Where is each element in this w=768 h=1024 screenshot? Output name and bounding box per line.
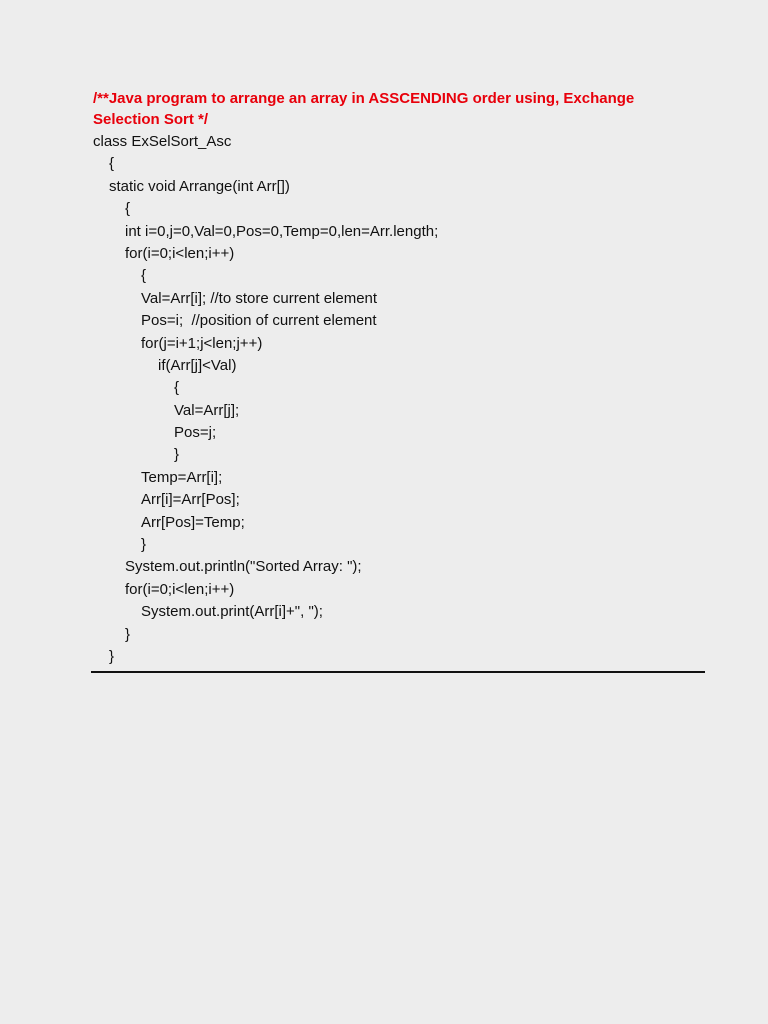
code-line: System.out.println("Sorted Array: "); — [125, 558, 362, 576]
code-line: Temp=Arr[i]; — [141, 468, 223, 486]
code-line: { — [109, 155, 115, 173]
code-line: for(i=0;i<len;i++) — [125, 244, 235, 262]
code-line: Val=Arr[j]; — [174, 401, 240, 419]
code-line: } — [174, 446, 180, 464]
code-line: Arr[i]=Arr[Pos]; — [141, 491, 240, 509]
code-line: for(j=i+1;j<len;j++) — [141, 334, 263, 352]
code-line: Pos=i; //position of current element — [141, 312, 377, 330]
code-line: int i=0,j=0,Val=0,Pos=0,Temp=0,len=Arr.length; — [125, 222, 439, 240]
code-block — [93, 131, 704, 668]
code-line: if(Arr[j]<Val) — [158, 356, 237, 374]
code-line: { — [141, 267, 147, 285]
horizontal-rule-divider — [91, 671, 705, 673]
code-line: { — [174, 379, 180, 397]
code-line: class ExSelSort_Asc — [93, 133, 232, 150]
title-line-1: /**Java program to arrange an array in ASSCENDING order using, Exchange — [93, 90, 635, 107]
program-title-comment — [93, 88, 704, 130]
code-line: { — [125, 200, 131, 218]
code-line: for(i=0;i<len;i++) — [125, 580, 235, 598]
code-line: Arr[Pos]=Temp; — [141, 513, 245, 531]
code-line: } — [125, 625, 131, 643]
code-line: Val=Arr[i]; //to store current element — [141, 289, 378, 307]
code-line: System.out.print(Arr[i]+", "); — [141, 603, 323, 621]
code-line: static void Arrange(int Arr[]) — [109, 177, 290, 195]
code-line: Pos=j; — [174, 424, 217, 442]
document-content — [93, 88, 704, 668]
title-line-2: Selection Sort */ — [93, 111, 209, 128]
code-line: } — [109, 647, 115, 665]
code-line: } — [141, 536, 147, 554]
